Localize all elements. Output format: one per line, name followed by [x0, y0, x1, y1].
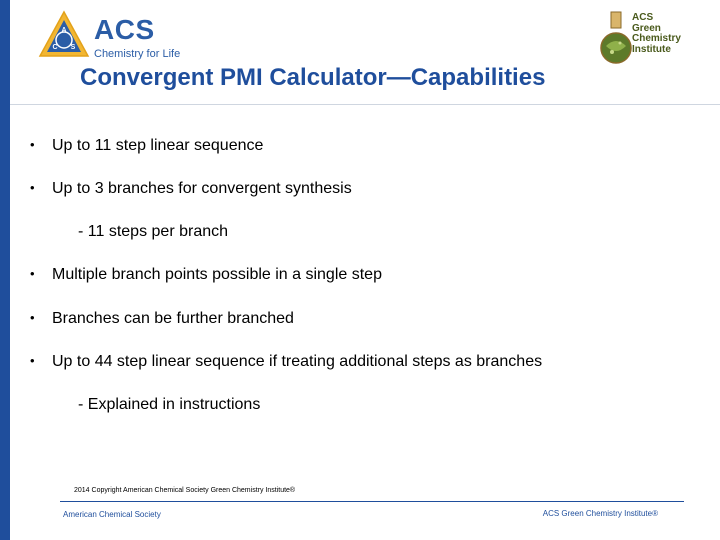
slide-title: Convergent PMI Calculator—Capabilities	[80, 64, 546, 91]
bullet-text: Branches can be further branched	[52, 310, 294, 327]
acs-logo	[38, 10, 208, 70]
bullet-glyph: •	[30, 353, 35, 368]
gci-logo	[600, 10, 710, 70]
svg-text:C: C	[52, 44, 58, 51]
gci-line: Institute	[632, 43, 671, 55]
gci-line: ACS	[632, 12, 654, 23]
bullet-glyph: •	[30, 310, 35, 325]
copyright-text: 2014 Copyright American Chemical Society Green Chemistry Institute®	[74, 487, 296, 494]
gci-line: Green	[632, 22, 661, 34]
gci-wordmark	[632, 13, 681, 55]
sub-item: - Explained in instructions	[78, 396, 261, 413]
svg-text:A: A	[61, 27, 67, 34]
bullet-item	[30, 310, 294, 328]
bullet-item	[30, 266, 382, 284]
footer-divider	[60, 501, 684, 502]
bullet-text: Up to 44 step linear sequence if treating additional steps as branches	[52, 353, 543, 370]
bullet-text: Up to 11 step linear sequence	[52, 137, 264, 154]
acs-emblem-icon	[38, 10, 90, 62]
header-divider	[10, 104, 720, 105]
left-accent-bar	[0, 0, 10, 540]
bullet-item	[30, 180, 352, 198]
bullet-text: Multiple branch points possible in a single step	[52, 266, 382, 283]
bullet-glyph: •	[30, 137, 35, 152]
svg-text:S: S	[70, 44, 76, 51]
bullet-item	[30, 137, 263, 155]
bullet-glyph: •	[30, 180, 35, 195]
gci-line: Chemistry	[632, 33, 681, 44]
footer-left-text: American Chemical Society	[63, 510, 161, 519]
acs-wordmark: ACS	[94, 14, 155, 45]
flask-icon	[600, 10, 632, 68]
bullet-text: Up to 3 branches for convergent synthesis	[52, 180, 352, 197]
bullet-item	[30, 353, 542, 371]
acs-tagline: Chemistry for Life	[94, 48, 181, 60]
bullet-glyph: •	[30, 266, 35, 281]
sub-item: - 11 steps per branch	[78, 223, 229, 240]
footer-right-text: ACS Green Chemistry Institute®	[542, 509, 658, 518]
